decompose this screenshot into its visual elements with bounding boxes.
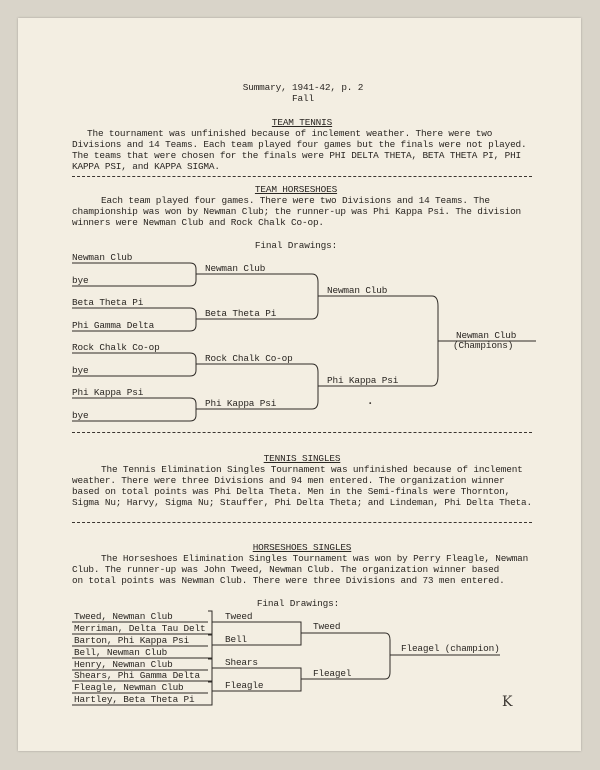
singles-r2-entry: Shears bbox=[225, 657, 258, 668]
team-r2-entry: Phi Kappa Psi bbox=[205, 398, 277, 409]
singles-r1-entry: Fleagle, Newman Club bbox=[74, 682, 184, 693]
singles-r1-entry: Barton, Phi Kappa Psi bbox=[74, 635, 189, 646]
team-r1-entry: bye bbox=[72, 365, 89, 376]
team-horseshoes-heading: TEAM HORSESHOES bbox=[254, 184, 338, 195]
singles-r1-entry: Hartley, Beta Theta Pi bbox=[74, 694, 195, 705]
team-r1-entry: Rock Chalk Co-op bbox=[72, 342, 160, 353]
singles-r1-entry: Merriman, Delta Tau Delt bbox=[74, 623, 206, 634]
team-champion-note: (Champions) bbox=[453, 340, 514, 351]
team-tennis-line-3: The teams that were chosen for the finals were PHI DELTA THETA, BETA THETA PI, PHI bbox=[72, 150, 522, 161]
tennis-singles-heading: TENNIS SINGLES bbox=[263, 453, 341, 464]
singles-champion: Fleagel (champion) bbox=[401, 643, 500, 654]
tennis-singles-line-2: weather. There were three Divisions and 94 men entered. The organization winner bbox=[72, 475, 505, 486]
page-title: Summary, 1941-42, p. 2 bbox=[242, 82, 364, 93]
team-r2-entry: Beta Theta Pi bbox=[205, 308, 277, 319]
team-r1-entry: Phi Gamma Delta bbox=[72, 320, 155, 331]
tennis-singles-line-1: The Tennis Elimination Singles Tournament was unfinished because of inclement bbox=[101, 464, 523, 475]
team-drawings-label: Final Drawings: bbox=[254, 240, 338, 251]
team-r1-entry: Phi Kappa Psi bbox=[72, 387, 144, 398]
team-r3-entry: Newman Club bbox=[327, 285, 388, 296]
ink-dot: · bbox=[368, 396, 373, 412]
team-r2-entry: Newman Club bbox=[205, 263, 266, 274]
singles-r1-entry: Shears, Phi Gamma Delta bbox=[74, 670, 200, 681]
page-subtitle: Fall bbox=[292, 93, 314, 104]
singles-r1-entry: Henry, Newman Club bbox=[74, 659, 173, 670]
tennis-singles-line-4: Sigma Nu; Harvy, Sigma Nu; Stauffer, Phi Delta Theta; and Lindeman, Phi Delta Theta. bbox=[72, 497, 532, 508]
singles-r1-entry: Bell, Newman Club bbox=[74, 647, 168, 658]
team-horseshoes-line-2: championship was won by Newman Club; the runner-up was Phi Kappa Psi. The division bbox=[72, 206, 522, 217]
team-r3-entry: Phi Kappa Psi bbox=[327, 375, 399, 386]
horseshoes-singles-line-3: on total points was Newman Club. There were three Divisions and 73 men entered. bbox=[72, 575, 505, 586]
team-tennis-line-4: KAPPA PSI, and KAPPA SIGMA. bbox=[72, 161, 220, 172]
team-r1-entry: bye bbox=[72, 275, 89, 286]
team-r1-entry: Newman Club bbox=[72, 252, 133, 263]
team-tennis-heading: TEAM TENNIS bbox=[271, 117, 333, 128]
horseshoes-singles-line-2: Club. The runner-up was John Tweed, Newman Club. The organization winner based bbox=[72, 564, 500, 575]
singles-r2-entry: Fleagle bbox=[225, 680, 264, 691]
horseshoes-singles-line-1: The Horseshoes Elimination Singles Tournament was won by Perry Fleagle, Newman bbox=[101, 553, 529, 564]
singles-r2-entry: Tweed bbox=[225, 611, 253, 622]
tennis-singles-line-3: based on total points was Phi Delta Theta. Men in the Semi-finals were Thornton, bbox=[72, 486, 511, 497]
team-tennis-line-1: The tournament was unfinished because of inclement weather. There were two bbox=[87, 128, 493, 139]
horseshoes-singles-heading: HORSESHOES SINGLES bbox=[252, 542, 352, 553]
singles-r2-entry: Bell bbox=[225, 634, 247, 645]
team-r1-entry: bye bbox=[72, 410, 89, 421]
singles-r3-entry: Fleagel bbox=[313, 668, 352, 679]
team-champion: Newman Club bbox=[456, 330, 517, 341]
singles-drawings-label: Final Drawings: bbox=[256, 598, 340, 609]
team-tennis-line-2: Divisions and 14 Teams. Each team played four games but the finals were not played. bbox=[72, 139, 527, 150]
singles-r1-entry: Tweed, Newman Club bbox=[74, 611, 173, 622]
singles-r3-entry: Tweed bbox=[313, 621, 341, 632]
team-horseshoes-line-3: winners were Newman Club and Rock Chalk Co-op. bbox=[72, 217, 324, 228]
team-r1-entry: Beta Theta Pi bbox=[72, 297, 144, 308]
team-r2-entry: Rock Chalk Co-op bbox=[205, 353, 293, 364]
corner-mark: K bbox=[502, 694, 513, 710]
team-horseshoes-line-1: Each team played four games. There were two Divisions and 14 Teams. The bbox=[101, 195, 490, 206]
